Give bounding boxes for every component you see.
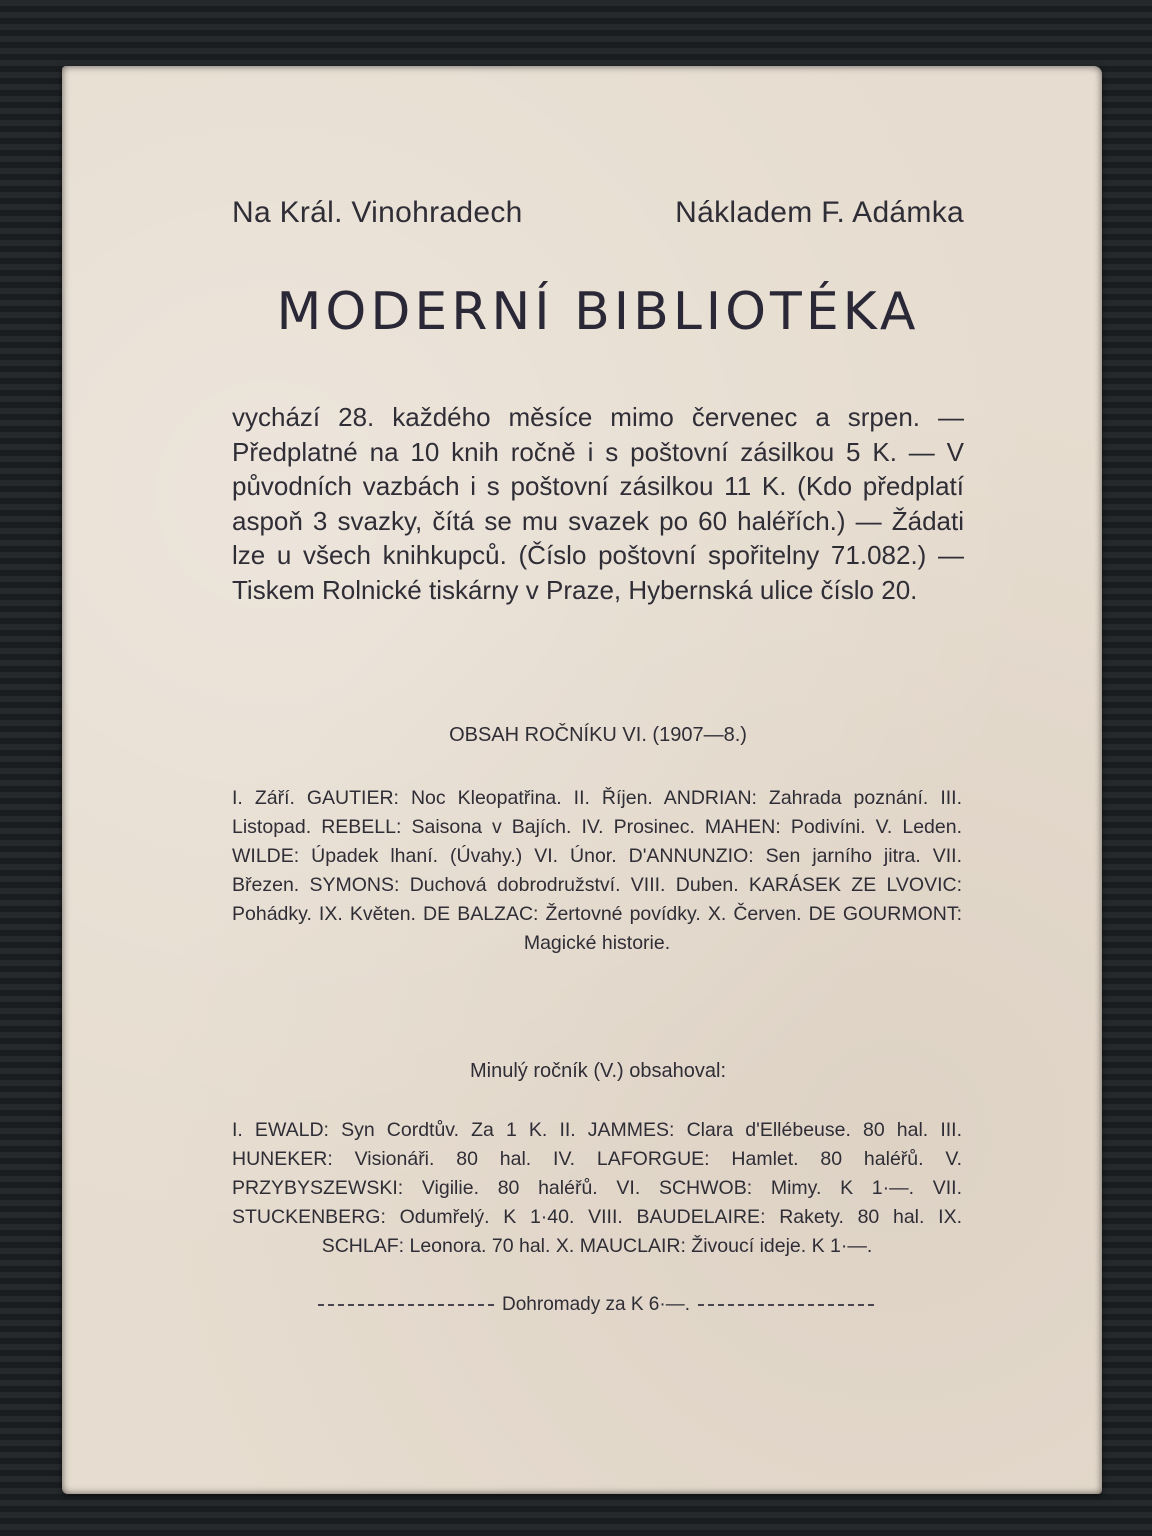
dashed-rule-right bbox=[698, 1304, 874, 1306]
current-volume-contents: I. Září. GAUTIER: Noc Kleopatřina. II. Říjen. ANDRIAN: Zahrada poznání. III. Listopad. REBELL: Saisona v Bajích. IV. Prosinec. MAHEN: Podivíni. V. Leden. WILDE: Úpadek lhaní. (Úvahy.) VI. Únor. D'ANNUNZIO: Sen jarního jitra. VII. Březen. SYMONS: Duchová dobrodružství. VIII. Duben. KARÁSEK ZE LVOVIC: Pohádky. IX. Květen. DE BALZAC: Žertovné povídky. X. Červen. DE GOURMONT: Magické historie. bbox=[232, 787, 962, 954]
imprint-line bbox=[232, 196, 964, 230]
past-volume-heading: Minulý ročník (V.) obsahoval: bbox=[469, 1060, 727, 1082]
dashed-rule-left bbox=[318, 1304, 494, 1306]
total-price: Dohromady za K 6·—. bbox=[502, 1294, 690, 1315]
imprint-publisher: Nákladem F. Adámka bbox=[675, 196, 964, 229]
imprint-place: Na Král. Vinohradech bbox=[232, 196, 523, 229]
current-volume-heading: OBSAH ROČNÍKU VI. (1907—8.) bbox=[449, 724, 747, 746]
total-price-line bbox=[318, 1294, 874, 1316]
subscription-info: vychází 28. každého měsíce mimo červenec a srpen. — Předplatné na 10 knih ročně i s poštovní zásilkou 5 K. — V původních vazbách i s poštovní zásilkou 11 K. (Kdo předplatí aspoň 3 svazky, čítá se mu svazek po 60 haléřích.) — Žádati lze u všech knihkupců. (Číslo poštovní spořitelny 71.082.) — Tiskem Rolnické tiskárny v Praze, Hybernská ulice číslo 20. bbox=[232, 402, 964, 605]
past-volume-contents: I. EWALD: Syn Cordtův. Za 1 K. II. JAMMES: Clara d'Ellébeuse. 80 hal. III. HUNEKER: Visionáři. 80 hal. IV. LAFORGUE: Hamlet. 80 haléřů. V. PRZYBYSZEWSKI: Vigilie. 80 haléřů. VI. SCHWOB: Mimy. K 1·—. VII. STUCKENBERG: Odumřelý. K 1·40. VIII. BAUDELAIRE: Rakety. 80 hal. IX. SCHLAF: Leonora. 70 hal. X. MAUCLAIR: Živoucí ideje. K 1·—. bbox=[232, 1119, 962, 1257]
series-title: MODERNÍ BIBLIOTÉKA bbox=[276, 282, 920, 342]
book-back-cover bbox=[62, 66, 1102, 1494]
